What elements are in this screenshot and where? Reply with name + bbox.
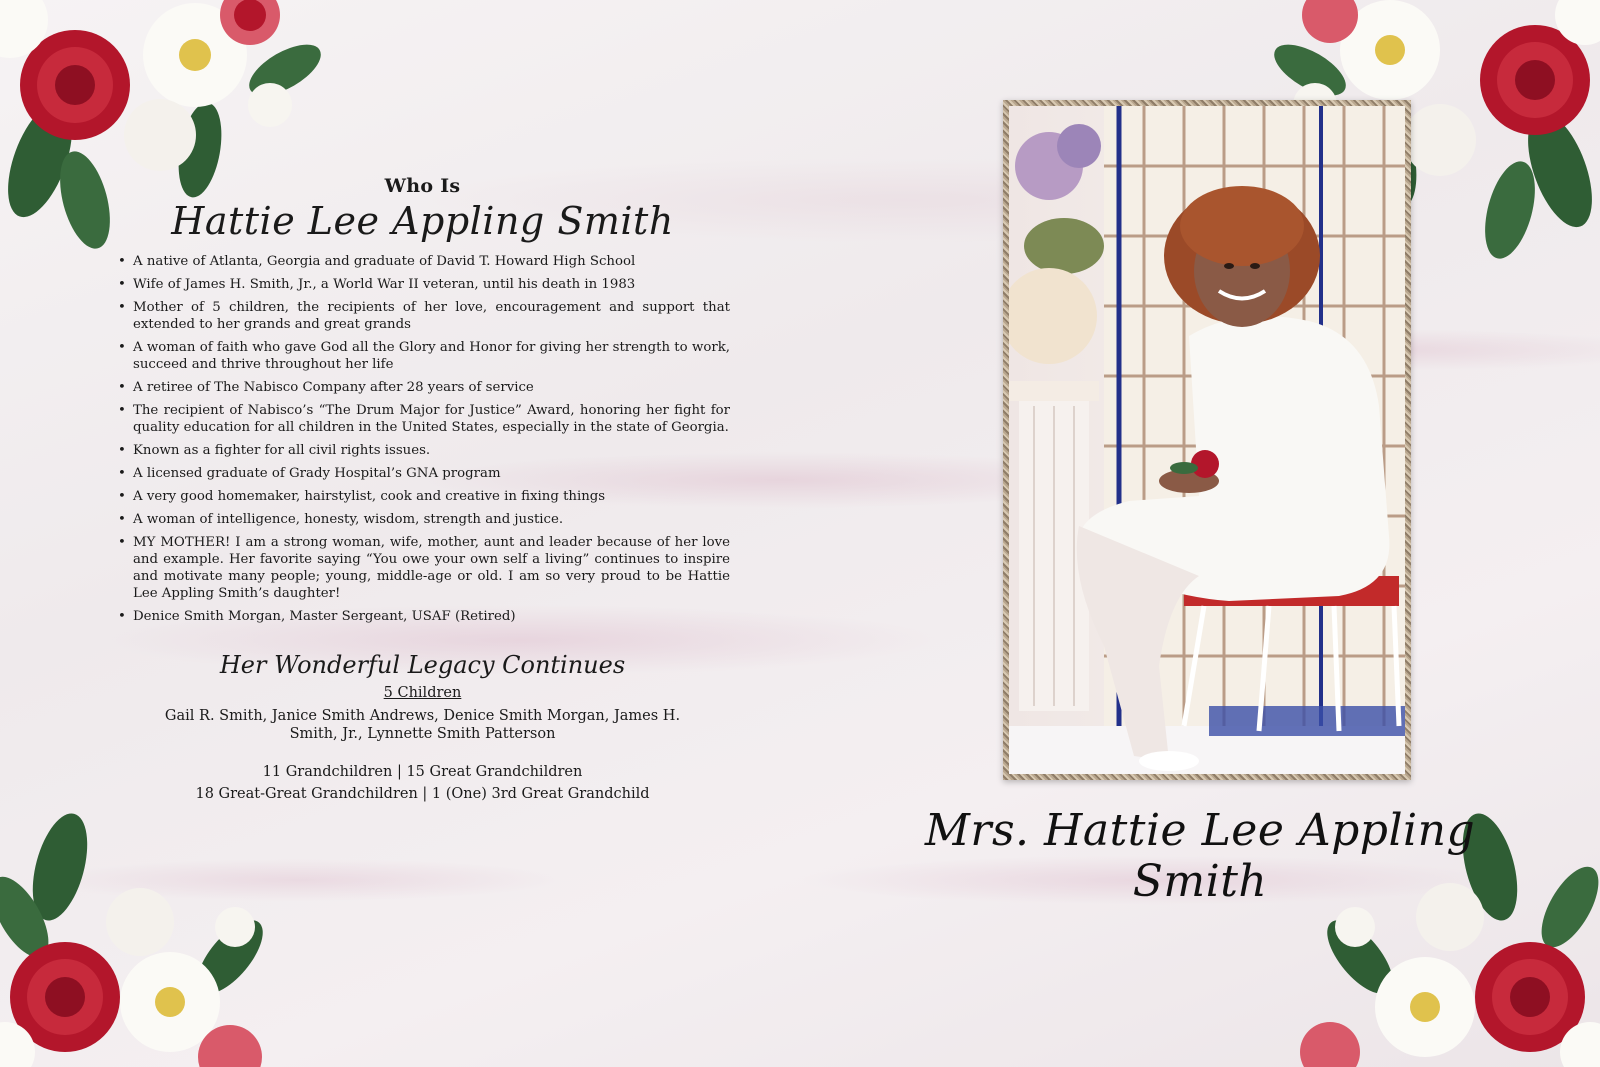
flower-decoration-bottom-left xyxy=(0,807,330,1067)
portrait-frame xyxy=(1003,100,1411,780)
list-item: • A native of Atlanta, Georgia and graduate of David T. Howard High School xyxy=(115,253,730,270)
list-item: • Mother of 5 children, the recipients of her love, encouragement and support that extended to her grands and great grands xyxy=(115,299,730,333)
list-item: • A woman of faith who gave God all the Glory and Honor for giving her strength to work, succeed and thrive throughout her life xyxy=(115,339,730,373)
great-great-grandchildren-line: 18 Great-Great Grandchildren | 1 (One) 3rd Great Grandchild xyxy=(195,786,650,802)
children-heading: 5 Children xyxy=(383,685,462,701)
memorial-name-title: Mrs. Hattie Lee Appling Smith xyxy=(924,805,1476,907)
list-item: • A woman of intelligence, honesty, wisdom, strength and justice. xyxy=(115,511,730,528)
list-item: • MY MOTHER! I am a strong woman, wife, mother, aunt and leader because of her love and example. Her favorite saying “You owe your own self a living” continues to inspire and motivate many people; young, middle-age or old. I am so very proud to be Hattie Lee Appling Smith’s daughter! xyxy=(115,534,730,602)
children-names: Gail R. Smith, Janice Smith Andrews, Denice Smith Morgan, James H. Smith, Jr., Lynnette Smith Patterson xyxy=(164,708,681,742)
list-item: • The recipient of Nabisco’s “The Drum Major for Justice” Award, honoring her fight for quality education for all children in the United States, especially in the state of Georgia. xyxy=(115,402,730,436)
list-item: • Wife of James H. Smith, Jr., a World War II veteran, until his death in 1983 xyxy=(115,276,730,293)
legacy-heading: Her Wonderful Legacy Continues xyxy=(219,651,626,679)
portrait-photo xyxy=(1009,106,1405,774)
biography-name-title: Hattie Lee Appling Smith xyxy=(171,199,674,243)
list-item: • Known as a fighter for all civil rights issues. xyxy=(115,442,730,459)
list-item: • A licensed graduate of Grady Hospital’s GNA program xyxy=(115,465,730,482)
who-is-heading: Who Is xyxy=(384,175,461,197)
grandchildren-line: 11 Grandchildren | 15 Great Grandchildren xyxy=(262,764,583,780)
biography-section xyxy=(115,175,730,805)
list-item: • A retiree of The Nabisco Company after 28 years of service xyxy=(115,379,730,396)
rose-bouquet-icon xyxy=(0,807,330,1067)
list-item: • Denice Smith Morgan, Master Sergeant, USAF (Retired) xyxy=(115,608,730,625)
biography-list xyxy=(115,253,730,625)
list-item: • A very good homemaker, hairstylist, cook and creative in fixing things xyxy=(115,488,730,505)
